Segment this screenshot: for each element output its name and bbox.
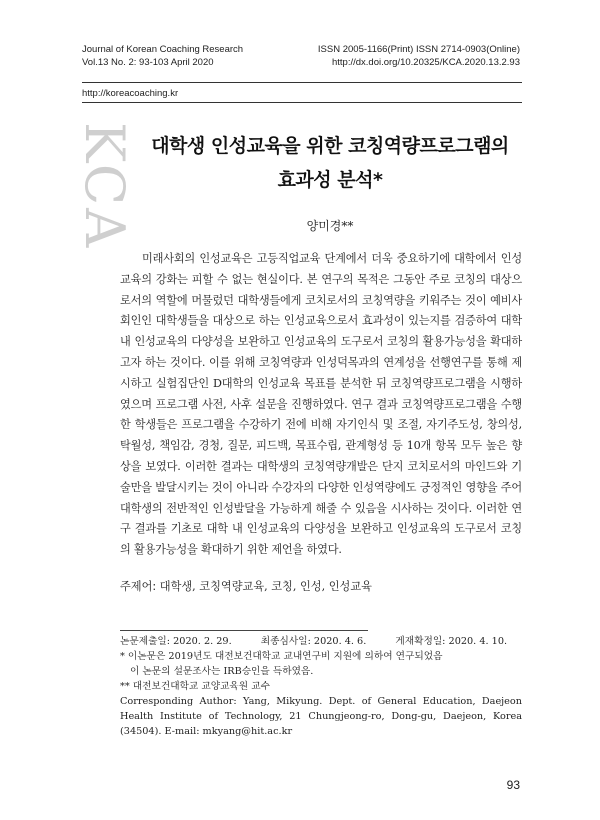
keywords-label: 주제어:: [120, 580, 157, 593]
header-divider-bottom: [82, 102, 522, 103]
footnote-divider: [120, 630, 368, 631]
running-header-left: [82, 43, 243, 69]
footnotes: [120, 634, 522, 739]
doi-link[interactable]: http://dx.doi.org/10.20325/KCA.2020.13.2.93: [331, 57, 520, 68]
keywords: [120, 578, 372, 594]
received-date: 논문제출일: 2020. 2. 29.: [120, 636, 232, 647]
funding-note: * 이논문은 2019년도 대전보건대학교 교내연구비 지원에 의하여 연구되었음: [120, 651, 443, 662]
page-number: 93: [506, 778, 520, 792]
irb-note: 이 논문의 설문조사는 IRB승인을 득하였음.: [130, 666, 314, 677]
author-name: 양미경**: [306, 219, 354, 233]
header-divider-top: [82, 82, 522, 83]
journal-url[interactable]: http://koreacoaching.kr: [82, 88, 179, 99]
reviewed-date: 최종심사일: 2020. 4. 6.: [260, 636, 367, 647]
abstract-text: 미래사회의 인성교육은 고등직업교육 단계에서 더욱 중요하기에 대학에서 인성교육의 강화는 피할 수 없는 현실이다. 본 연구의 목적은 그동안 주로 코칭의 대상으로서의 역할에 머물렀던 대학생들에게 코치로서의 코칭역량을 키워주는 것이 예비사회인인 대학생들을 대상으로 하는 인성교육으로서 효과성이 있는지를 검증하여 대학 내 인성교육의 다양성을 보완하고 인성교육의 도구로서 코칭의 활용가능성을 확대하고자 하는 것이다. 이를 위해 코칭역량과 인성덕목과의 연계성을 선행연구를 통해 제시하고 실험집단인 D대학의 인성교육 목표를 분석한 뒤 코칭역량프로그램을 시행하였으며 프로그램 사전, 사후 설문을 진행하였다. 연구 결과 코칭역량프로그램을 수행한 학생들은 프로그램을 수강하기 전에 비해 자기인식 및 조절, 자기주도성, 창의성, 탁월성, 책임감, 경청, 질문, 피드백, 목표수립, 관계형성 등 10개 항목 모두 높은 향상을 보였다. 이러한 결과는 대학생의 코칭역량개발은 단지 코치로서의 마인드와 기술만을 발달시키는 것이 아니라 수강자의 다양한 인성역량에도 긍정적인 영향을 주어 대학생의 전반적인 인성발달을 가능하게 해줄 수 있음을 시사하는 것이다. 이러한 연구 결과를 기초로 대학 내 인성교육의 다양성을 보완하고 인성교육의 도구로서 코칭의 활용가능성을 확대하기 위한 제언을 하였다.: [120, 252, 522, 557]
volume-info: Vol.13 No. 2: 93-103 April 2020: [82, 57, 214, 68]
paper-title-line1: 대학생 인성교육을 위한 코칭역량프로그램의: [151, 135, 509, 157]
issn-info: ISSN 2005-1166(Print) ISSN 2714-0903(Online): [317, 44, 520, 55]
paper-title-line2: 효과성 분석*: [277, 169, 383, 191]
corresponding-author-note: Corresponding Author: Yang, Mikyung. Dept. of General Education, Daejeon Health Institute of Technology, 21 Chungjeong-ro, Dong-gu, Daejeon, Korea (34504). E-mail: mkyang@hit.ac.kr: [120, 696, 522, 737]
journal-name: Journal of Korean Coaching Research: [82, 44, 244, 55]
running-header-right: [318, 43, 520, 69]
keywords-value: 대학생, 코칭역량교육, 코칭, 인성, 인성교육: [159, 580, 372, 593]
accepted-date: 게재확정일: 2020. 4. 10.: [395, 636, 508, 647]
footnote-dates: [120, 634, 522, 649]
kca-logo: [73, 122, 136, 251]
kca-logo-text: KCA: [73, 122, 136, 251]
affiliation-note: ** 대전보건대학교 교양교육원 교수: [120, 681, 270, 692]
